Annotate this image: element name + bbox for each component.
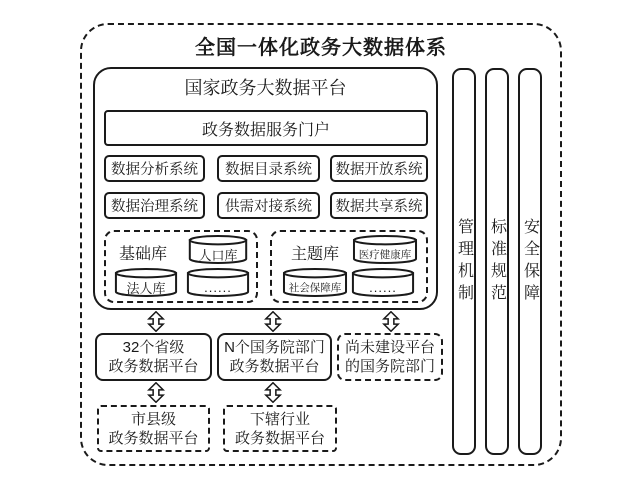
portal-label: 政务数据服务门户 [201, 121, 330, 139]
national-platform-title: 国家政务大数据平台 [184, 78, 347, 98]
box-label-line1: N个国务院部门 [224, 339, 325, 356]
cylinder-label: ...... [369, 280, 397, 296]
pillar-standards-specifications [485, 68, 509, 455]
system-box-data-analysis [104, 155, 205, 182]
portal-box [104, 110, 428, 146]
unbuilt-departments-box [337, 333, 443, 381]
health-db-cylinder [352, 235, 418, 264]
cylinder-label: ...... [204, 280, 232, 296]
system-label: 供需对接系统 [225, 199, 312, 215]
box-label-line1: 市县级 [130, 410, 176, 428]
pillar-label: 管理机制 [455, 217, 473, 306]
double-arrow-icon [382, 311, 400, 332]
cylinder-label: 医疗健康库 [358, 249, 412, 262]
system-label: 数据分析系统 [111, 162, 198, 178]
box-label-line2: 政务数据平台 [108, 358, 199, 375]
base-ellipsis-cylinder [186, 268, 250, 297]
legal-entity-db-cylinder [114, 268, 178, 297]
pillar-management-mechanism [452, 68, 476, 455]
theme-library-label: 主题库 [290, 246, 339, 263]
double-arrow-icon [147, 382, 165, 403]
city-county-platform-box [97, 405, 210, 452]
diagram-title: 全国一体化政务大数据体系 [195, 37, 447, 59]
box-label-line2: 的国务院部门 [344, 358, 435, 375]
box-label-line2: 政务数据平台 [108, 429, 199, 447]
double-arrow-icon [264, 311, 282, 332]
system-label: 数据治理系统 [111, 199, 198, 215]
cylinder-label: 法人库 [126, 281, 166, 297]
pillar-label: 安全保障 [521, 217, 539, 306]
system-box-data-governance [104, 192, 205, 219]
box-label-line1: 下辖行业 [249, 410, 310, 428]
system-label: 数据共享系统 [335, 199, 423, 215]
box-label-line1: 尚未建设平台 [344, 339, 435, 356]
box-label-line2: 政务数据平台 [229, 358, 320, 375]
system-box-data-sharing [330, 192, 428, 219]
system-box-supply-demand [217, 192, 320, 219]
double-arrow-icon [264, 382, 282, 403]
pillar-label: 标准规范 [488, 217, 506, 306]
system-box-data-catalog [217, 155, 320, 182]
theme-ellipsis-cylinder [351, 268, 415, 297]
population-db-cylinder [188, 235, 248, 264]
provincial-platform-box [95, 333, 212, 381]
base-library-label: 基础库 [118, 246, 167, 263]
cylinder-label: 社会保障库 [288, 282, 342, 295]
social-security-db-cylinder [282, 268, 348, 297]
state-council-platform-box [217, 333, 332, 381]
box-label-line1: 32个省级 [122, 339, 185, 356]
pillar-security-guarantee [518, 68, 542, 455]
cylinder-label: 人口库 [198, 248, 238, 264]
double-arrow-icon [147, 311, 165, 332]
industry-platform-box [223, 405, 337, 452]
system-label: 数据目录系统 [225, 162, 312, 178]
box-label-line2: 政务数据平台 [234, 429, 325, 447]
system-box-data-open [330, 155, 428, 182]
system-label: 数据开放系统 [335, 162, 423, 178]
